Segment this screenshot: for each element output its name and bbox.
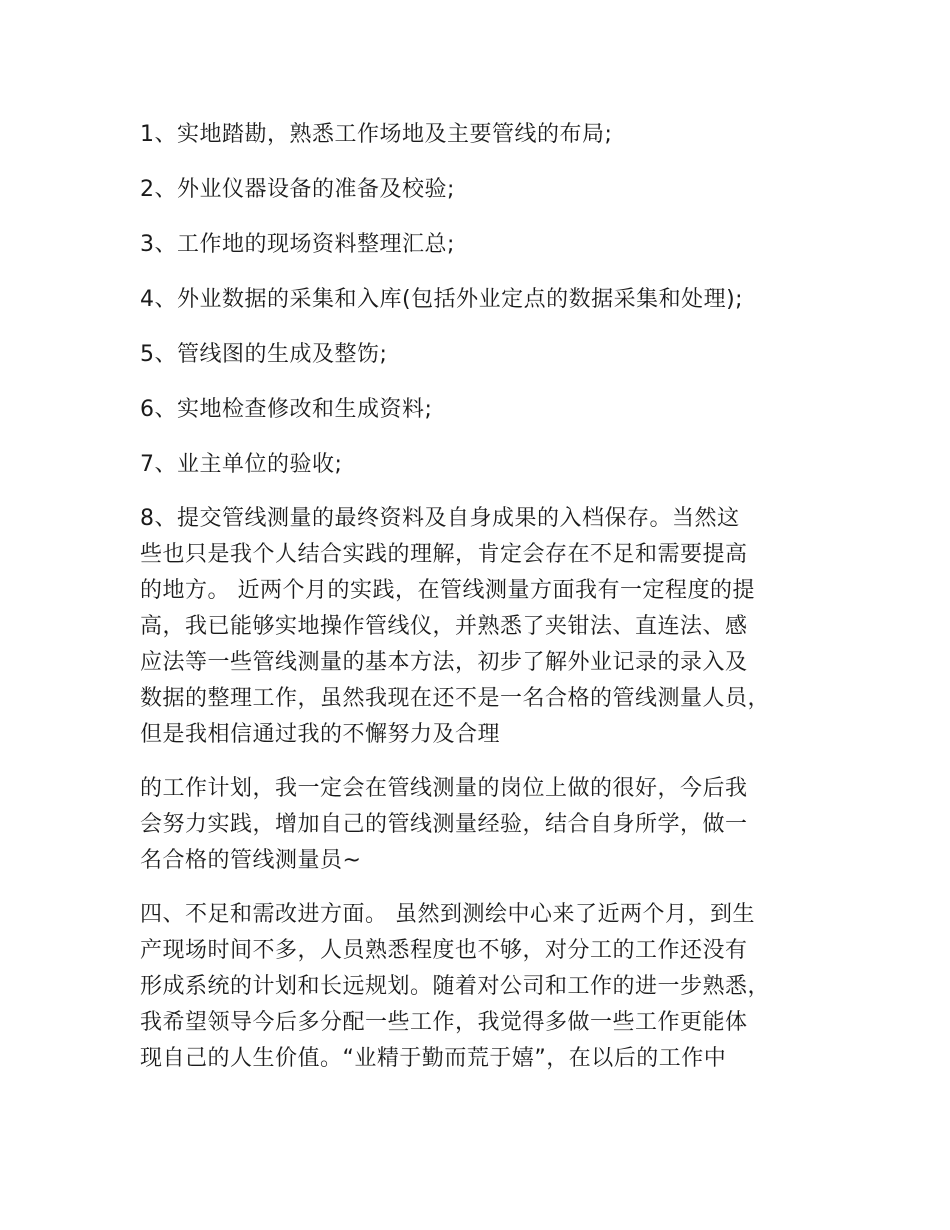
list-item: 6、实地检查修改和生成资料; [140, 397, 433, 422]
list-item: 4、外业数据的采集和入库(包括外业定点的数据采集和处理); [140, 287, 744, 312]
text-line: 现自己的人生价值。“业精于勤而荒于嬉”，在以后的工作中 [140, 1046, 727, 1071]
text-line: 但是我相信通过我的不懈努力及合理 [140, 722, 501, 747]
text-line: 的地方。 近两个月的实践，在管线测量方面我有一定程度的提 [140, 578, 755, 603]
paragraph-continuation [140, 771, 820, 879]
text-line: 产现场时间不多，人员熟悉程度也不够，对分工的工作还没有 [140, 938, 748, 963]
list-item: 7、业主单位的验收; [140, 452, 343, 477]
text-line: 高，我已能够实地操作管线仪，并熟悉了夹钳法、直连法、感 [140, 614, 748, 639]
list-item: 1、实地踏勘，熟悉工作场地及主要管线的布局; [140, 122, 613, 147]
text-line: 些也只是我个人结合实践的理解，肯定会存在不足和需要提高 [140, 542, 748, 567]
text-line: 会努力实践，增加自己的管线测量经验，结合自身所学，做一 [140, 812, 748, 837]
list-item: 2、外业仪器设备的准备及校验; [140, 177, 455, 202]
text-line: 四、不足和需改进方面。 虽然到测绘中心来了近两个月，到生 [140, 902, 755, 927]
paragraph-item-8 [140, 501, 820, 753]
paragraph-section-4 [140, 897, 820, 1077]
text-line: 形成系统的计划和长远规划。随着对公司和工作的进一步熟悉， [140, 974, 771, 999]
list-item: 3、工作地的现场资料整理汇总; [140, 232, 455, 257]
document-body [140, 116, 820, 1095]
text-line: 我希望领导今后多分配一些工作，我觉得多做一些工作更能体 [140, 1010, 748, 1035]
text-line: 8、提交管线测量的最终资料及自身成果的入档保存。当然这 [140, 506, 740, 531]
text-line: 应法等一些管线测量的基本方法，初步了解外业记录的录入及 [140, 650, 748, 675]
text-line: 的工作计划，我一定会在管线测量的岗位上做的很好，今后我 [140, 776, 748, 801]
text-line: 名合格的管线测量员~ [140, 848, 362, 873]
text-line: 数据的整理工作，虽然我现在还不是一名合格的管线测量人员， [140, 686, 771, 711]
list-item: 5、管线图的生成及整饬; [140, 342, 388, 367]
